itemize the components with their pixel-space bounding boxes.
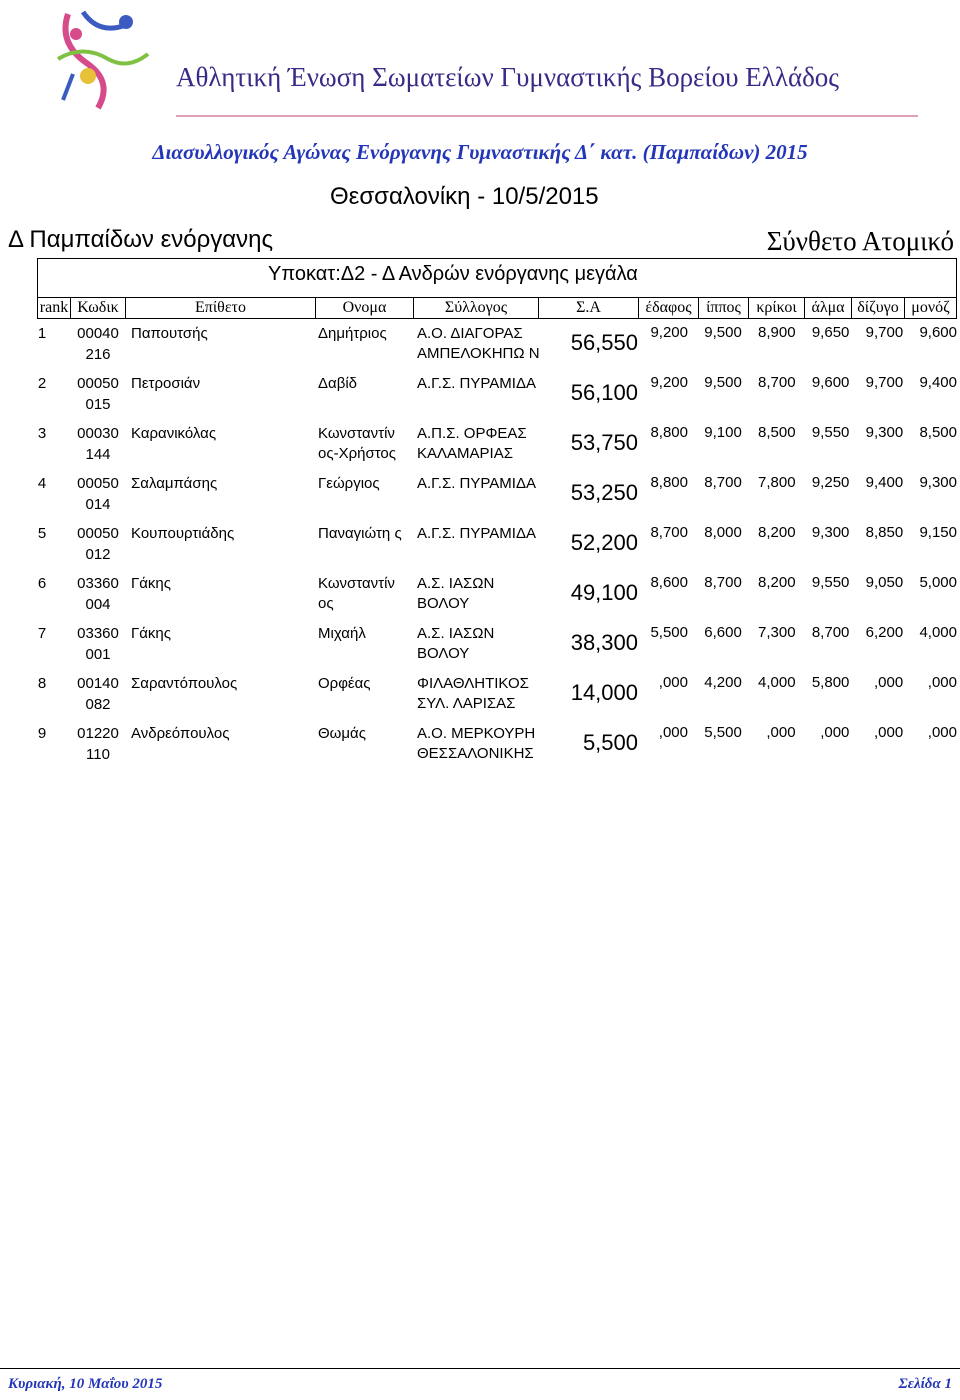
total-score-cell: 49,100 xyxy=(570,580,638,605)
rank-cell: 7 xyxy=(37,625,47,642)
apparatus-score-cell: 9,250 xyxy=(811,474,850,491)
apparatus-score-cell: 9,400 xyxy=(865,474,904,491)
total-score-cell: 53,250 xyxy=(570,480,638,505)
first-name-cell: Κωνσταντίν ος-Χρήστος xyxy=(318,425,396,462)
organization-title: Αθλητική Ένωση Σωματείων Γυμναστικής Βορείου Ελλάδος xyxy=(176,62,840,92)
code-suffix-cell: 001 xyxy=(85,646,111,663)
first-name-cell: Δαβίδ xyxy=(318,375,358,392)
code-cell: 00140 xyxy=(77,675,119,692)
rank-cell: 8 xyxy=(37,675,47,692)
apparatus-score-cell: 8,700 xyxy=(704,574,742,591)
club-cell: Α.Π.Σ. ΟΡΦΕΑΣ ΚΑΛΑΜΑΡΙΑΣ xyxy=(417,425,527,462)
total-score-cell: 14,000 xyxy=(570,680,638,705)
col-header-total: Σ.Α xyxy=(538,297,639,319)
rank-cell: 2 xyxy=(37,375,47,392)
col-header-club: Σύλλογος xyxy=(413,297,539,319)
apparatus-score-cell: 7,800 xyxy=(758,474,796,491)
club-cell: Α.Γ.Σ. ΠΥΡΑΜΙΔΑ xyxy=(417,525,536,542)
apparatus-score-cell: 9,700 xyxy=(865,374,904,391)
col-header-pbars: δίζυγο xyxy=(851,297,905,319)
code-suffix-cell: 015 xyxy=(85,396,111,413)
apparatus-score-cell: ,000 xyxy=(873,724,904,741)
col-header-code: Κωδικ xyxy=(70,297,126,319)
total-score-cell: 56,100 xyxy=(570,380,638,405)
apparatus-score-cell: 9,200 xyxy=(650,374,688,391)
apparatus-score-cell: 8,500 xyxy=(919,424,957,441)
apparatus-score-cell: 8,900 xyxy=(758,324,796,341)
apparatus-score-cell: 8,700 xyxy=(758,374,796,391)
apparatus-score-cell: 8,200 xyxy=(758,524,796,541)
apparatus-score-cell: 9,500 xyxy=(704,324,742,341)
apparatus-score-cell: ,000 xyxy=(658,674,688,691)
apparatus-score-cell: 9,050 xyxy=(865,574,904,591)
city-date: Θεσσαλονίκη - 10/5/2015 xyxy=(330,183,599,210)
apparatus-score-cell: 9,400 xyxy=(919,374,957,391)
total-score-cell: 5,500 xyxy=(582,730,638,755)
rank-cell: 3 xyxy=(37,425,47,442)
apparatus-score-cell: ,000 xyxy=(766,724,796,741)
apparatus-score-cell: 9,300 xyxy=(919,474,957,491)
federation-logo xyxy=(28,4,178,112)
club-cell: Α.Γ.Σ. ΠΥΡΑΜΙΔΑ xyxy=(417,375,536,392)
club-cell: ΦΙΛΑΘΛΗΤΙΚΟΣ ΣΥΛ. ΛΑΡΙΣΑΣ xyxy=(417,675,529,712)
club-cell: Α.Ο. ΜΕΡΚΟΥΡΗ ΘΕΣΣΑΛΟΝΙΚΗΣ xyxy=(417,725,536,762)
col-header-floor: έδαφος xyxy=(638,297,699,319)
first-name-cell: Μιχαήλ xyxy=(318,625,366,642)
code-cell: 00040 xyxy=(77,325,119,342)
code-cell: 03360 xyxy=(77,575,119,592)
apparatus-score-cell: 9,650 xyxy=(811,324,850,341)
apparatus-score-cell: 8,500 xyxy=(758,424,796,441)
apparatus-score-cell: 9,300 xyxy=(865,424,904,441)
apparatus-score-cell: 8,800 xyxy=(650,424,688,441)
code-suffix-cell: 012 xyxy=(85,546,111,563)
col-header-rings: κρίκοι xyxy=(748,297,805,319)
apparatus-score-cell: 8,800 xyxy=(650,474,688,491)
apparatus-score-cell: 5,500 xyxy=(650,624,688,641)
subcategory-title: Υποκατ:Δ2 - Δ Ανδρών ενόργανης μεγάλα xyxy=(268,263,638,285)
code-suffix-cell: 144 xyxy=(85,446,111,463)
apparatus-score-cell: 8,700 xyxy=(650,524,688,541)
col-header-vault: άλμα xyxy=(804,297,852,319)
code-cell: 00030 xyxy=(77,425,119,442)
apparatus-score-cell: 5,800 xyxy=(811,674,850,691)
apparatus-score-cell: 5,000 xyxy=(919,574,957,591)
apparatus-score-cell: 9,550 xyxy=(811,424,850,441)
code-cell: 00050 xyxy=(77,375,119,392)
apparatus-score-cell: 5,500 xyxy=(704,724,742,741)
apparatus-score-cell: 9,300 xyxy=(811,524,850,541)
col-header-rank: rank xyxy=(37,297,71,319)
apparatus-score-cell: ,000 xyxy=(820,724,850,741)
surname-cell: Πετροσιάν xyxy=(131,375,201,392)
apparatus-score-cell: 4,200 xyxy=(704,674,742,691)
club-cell: Α.Σ. ΙΑΣΩΝ ΒΟΛΟΥ xyxy=(417,625,495,662)
apparatus-score-cell: ,000 xyxy=(658,724,688,741)
apparatus-score-cell: 9,600 xyxy=(811,374,850,391)
total-score-cell: 52,200 xyxy=(570,530,638,555)
competition-type: Σύνθετο Ατομικό xyxy=(766,226,954,256)
total-score-cell: 53,750 xyxy=(570,430,638,455)
rank-cell: 4 xyxy=(37,475,47,492)
title-underline xyxy=(176,115,918,117)
col-header-surname: Επίθετο xyxy=(125,297,316,319)
apparatus-score-cell: 8,700 xyxy=(704,474,742,491)
apparatus-score-cell: 9,550 xyxy=(811,574,850,591)
code-suffix-cell: 082 xyxy=(85,696,111,713)
surname-cell: Παπουτσής xyxy=(131,325,208,342)
apparatus-score-cell: 8,200 xyxy=(758,574,796,591)
code-suffix-cell: 014 xyxy=(85,496,111,513)
club-cell: Α.Ο. ΔΙΑΓΟΡΑΣ ΑΜΠΕΛΟΚΗΠΩ Ν xyxy=(417,325,540,362)
col-header-hbar: μονόζ xyxy=(904,297,957,319)
total-score-cell: 56,550 xyxy=(570,330,638,355)
apparatus-score-cell: 8,700 xyxy=(811,624,850,641)
code-suffix-cell: 110 xyxy=(86,746,110,763)
apparatus-score-cell: 4,000 xyxy=(758,674,796,691)
apparatus-score-cell: 6,200 xyxy=(865,624,904,641)
apparatus-score-cell: 8,000 xyxy=(704,524,742,541)
rank-cell: 9 xyxy=(37,725,47,742)
apparatus-score-cell: 8,600 xyxy=(650,574,688,591)
apparatus-score-cell: 9,100 xyxy=(704,424,742,441)
event-title: Διασυλλογικός Αγώνας Ενόργανης Γυμναστικής Δ΄ κατ. (Παμπαίδων) 2015 xyxy=(152,140,808,164)
code-suffix-cell: 004 xyxy=(85,596,111,613)
first-name-cell: Γεώργιος xyxy=(318,475,380,492)
footer-page: Σελίδα 1 xyxy=(898,1376,952,1392)
apparatus-score-cell: 9,150 xyxy=(919,524,957,541)
surname-cell: Σαλαμπάσης xyxy=(131,475,218,492)
rank-cell: 5 xyxy=(37,525,47,542)
surname-cell: Κουπουρτιάδης xyxy=(131,525,235,542)
surname-cell: Σαραντόπουλος xyxy=(131,675,238,692)
footer-date: Κυριακή, 10 Μαΐου 2015 xyxy=(8,1376,163,1392)
apparatus-score-cell: ,000 xyxy=(873,674,904,691)
apparatus-score-cell: 9,200 xyxy=(650,324,688,341)
first-name-cell: Παναγιώτη ς xyxy=(318,525,402,542)
apparatus-score-cell: ,000 xyxy=(927,724,957,741)
apparatus-score-cell: 8,850 xyxy=(865,524,904,541)
code-suffix-cell: 216 xyxy=(85,346,111,363)
footer-rule xyxy=(0,1368,960,1369)
code-cell: 01220 xyxy=(77,725,119,742)
surname-cell: Γάκης xyxy=(131,625,172,642)
total-score-cell: 38,300 xyxy=(570,630,638,655)
apparatus-score-cell: 9,500 xyxy=(704,374,742,391)
apparatus-score-cell: 9,600 xyxy=(919,324,957,341)
code-cell: 03360 xyxy=(77,625,119,642)
apparatus-score-cell: 4,000 xyxy=(919,624,957,641)
apparatus-score-cell: 6,600 xyxy=(704,624,742,641)
code-cell: 00050 xyxy=(77,475,119,492)
surname-cell: Γάκης xyxy=(131,575,172,592)
category-title: Δ Παμπαίδων ενόργανης xyxy=(8,226,274,253)
first-name-cell: Θωμάς xyxy=(318,725,366,742)
apparatus-score-cell: 9,700 xyxy=(865,324,904,341)
rank-cell: 1 xyxy=(37,325,47,342)
apparatus-score-cell: ,000 xyxy=(927,674,957,691)
col-header-pommel: ίππος xyxy=(698,297,749,319)
code-cell: 00050 xyxy=(77,525,119,542)
first-name-cell: Ορφέας xyxy=(318,675,371,692)
col-header-name: Ονομα xyxy=(315,297,414,319)
surname-cell: Ανδρεόπουλος xyxy=(131,725,230,742)
first-name-cell: Δημήτριος xyxy=(318,325,387,342)
club-cell: Α.Σ. ΙΑΣΩΝ ΒΟΛΟΥ xyxy=(417,575,495,612)
surname-cell: Καρανικόλας xyxy=(131,425,217,442)
apparatus-score-cell: 7,300 xyxy=(758,624,796,641)
first-name-cell: Κωνσταντίν ος xyxy=(318,575,395,612)
club-cell: Α.Γ.Σ. ΠΥΡΑΜΙΔΑ xyxy=(417,475,536,492)
rank-cell: 6 xyxy=(37,575,47,592)
